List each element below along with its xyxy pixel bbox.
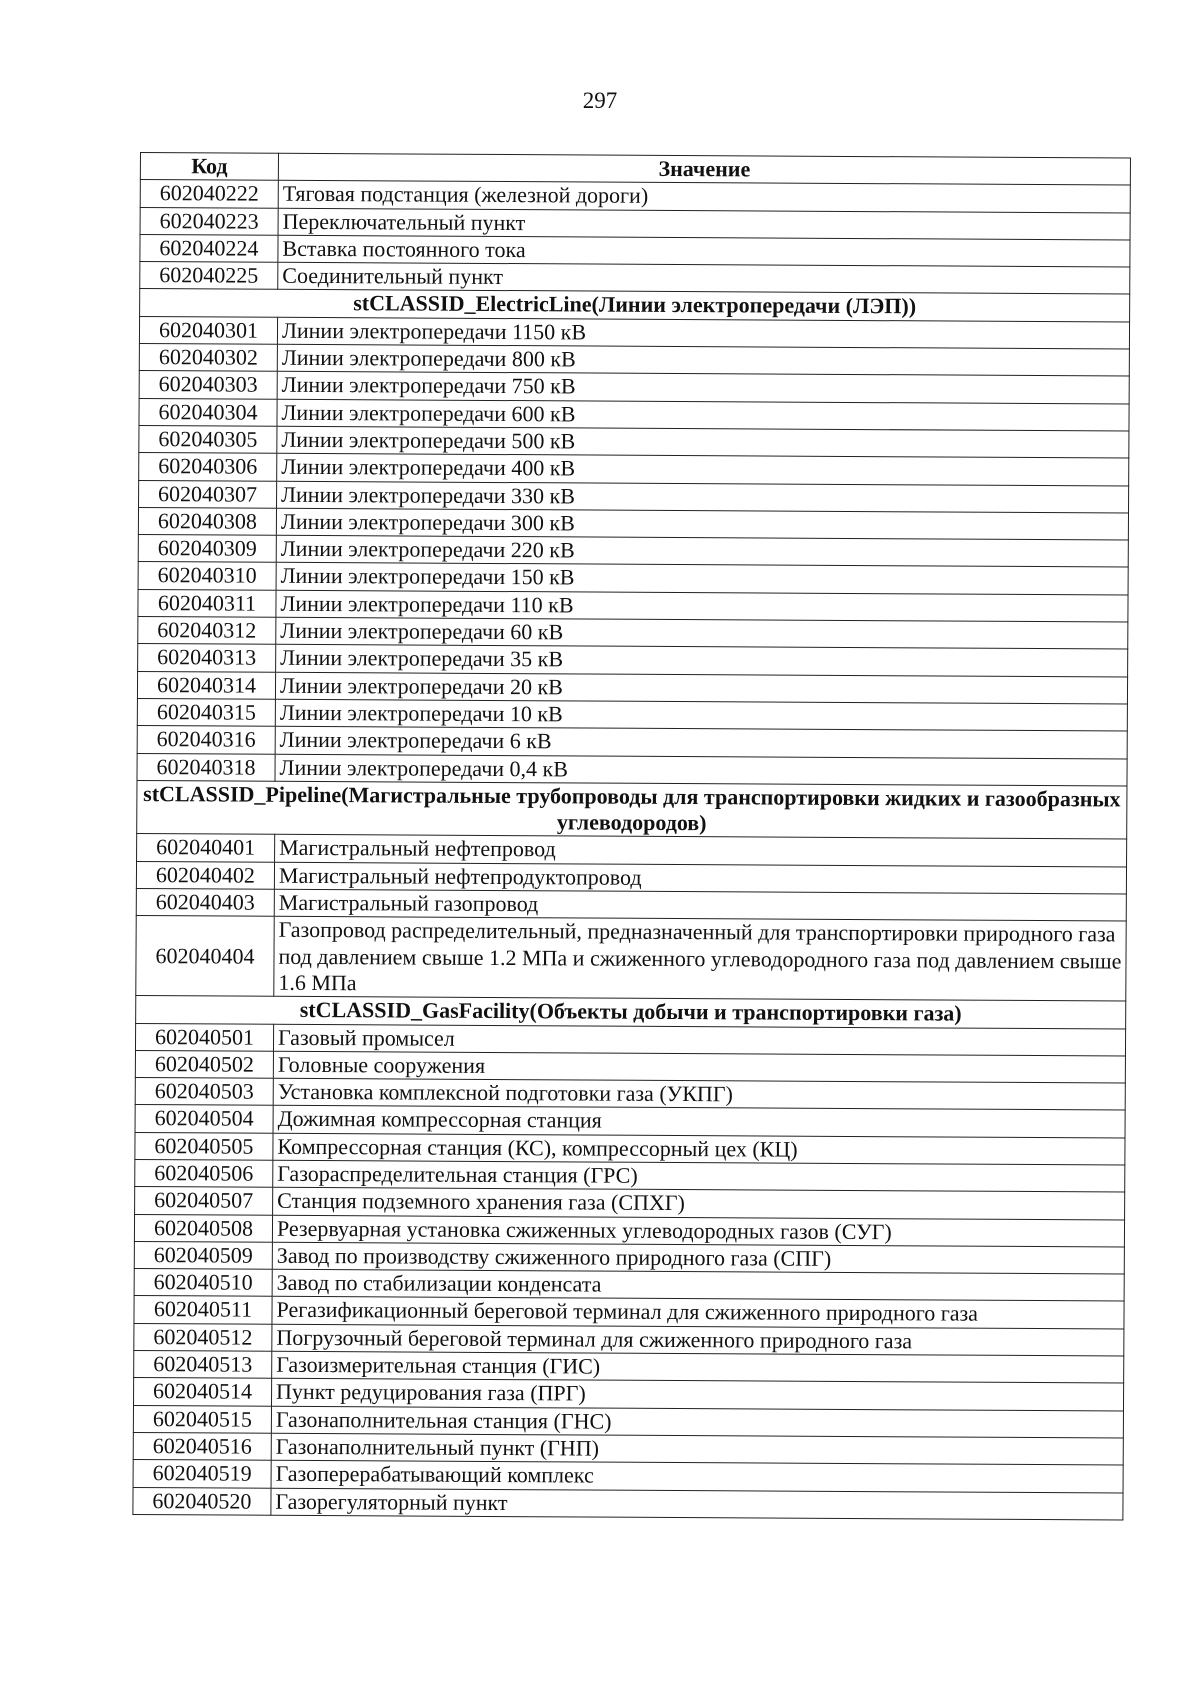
section-title: stCLASSID_ElectricLine(Линии электропередачи (ЛЭП)) — [140, 289, 1130, 322]
code-cell: 602040514 — [134, 1378, 272, 1406]
value-cell: Газорегуляторный пункт — [271, 1488, 1123, 1520]
code-cell: 602040511 — [134, 1296, 272, 1324]
code-cell: 602040302 — [139, 344, 277, 372]
value-cell: Магистральный газопровод — [274, 889, 1126, 921]
value-cell: Магистральный нефтепродуктопровод — [274, 862, 1126, 894]
code-cell: 602040304 — [139, 398, 277, 426]
value-cell: Пункт редуцирования газа (ПРГ) — [271, 1379, 1123, 1411]
code-cell: 602040504 — [135, 1105, 273, 1133]
value-cell: Магистральный нефтепровод — [275, 835, 1127, 867]
code-cell: 602040513 — [134, 1351, 272, 1379]
code-cell: 602040310 — [138, 562, 276, 590]
code-cell: 602040505 — [135, 1132, 273, 1160]
value-cell: Резервуарная установка сжиженных углеводородных газов (СУГ) — [272, 1215, 1124, 1247]
value-cell: Линии электропередачи 1150 кВ — [277, 317, 1129, 349]
value-cell: Линии электропередачи 500 кВ — [277, 426, 1129, 458]
code-cell: 602040516 — [133, 1432, 271, 1460]
classifier-table — [132, 152, 1131, 1520]
code-cell: 602040223 — [140, 207, 278, 235]
value-cell: Станция подземного хранения газа (СПХГ) — [273, 1188, 1125, 1220]
section-header-row — [137, 780, 1127, 839]
code-cell: 602040519 — [133, 1460, 271, 1488]
value-cell: Погрузочный береговой терминал для сжиженного природного газа — [272, 1324, 1124, 1356]
value-cell: Газопровод распределительный, предназначенный для транспортировки природного газа под давлением свыше 1.2 МПа и сжиженного углеводородного газа под давлением свыше 1.6 МПа — [274, 917, 1126, 1002]
code-cell: 602040401 — [137, 834, 275, 862]
value-cell: Линии электропередачи 20 кВ — [275, 672, 1127, 704]
value-cell: Газонаполнительная станция (ГНС) — [271, 1406, 1123, 1438]
value-cell: Завод по производству сжиженного природного газа (СПГ) — [272, 1242, 1124, 1274]
value-cell: Линии электропередачи 0,4 кВ — [275, 754, 1127, 786]
value-cell: Газоизмерительная станция (ГИС) — [272, 1351, 1124, 1383]
code-cell: 602040313 — [138, 644, 276, 672]
code-cell: 602040506 — [135, 1159, 273, 1187]
code-cell: 602040512 — [134, 1323, 272, 1351]
section-title: stCLASSID_GasFacility(Объекты добычи и транспортировки газа) — [136, 996, 1126, 1029]
code-cell: 602040314 — [137, 671, 275, 699]
code-column-header: Код — [140, 153, 278, 181]
code-cell: 602040318 — [137, 753, 275, 781]
value-cell: Регазификационный береговой терминал для сжиженного природного газа — [272, 1297, 1124, 1329]
table-body — [133, 180, 1130, 1520]
value-cell: Головные сооружения — [273, 1051, 1125, 1083]
code-cell: 602040303 — [139, 371, 277, 399]
code-cell: 602040501 — [135, 1023, 273, 1051]
code-cell: 602040316 — [137, 726, 275, 754]
code-cell: 602040222 — [140, 180, 278, 208]
code-cell: 602040308 — [138, 507, 276, 535]
value-cell: Линии электропередачи 330 кВ — [277, 481, 1129, 513]
value-cell: Соединительный пункт — [278, 262, 1130, 294]
value-cell: Установка комплексной подготовки газа (УКПГ) — [273, 1078, 1125, 1110]
value-cell: Линии электропередачи 800 кВ — [277, 344, 1129, 376]
code-cell: 602040503 — [135, 1078, 273, 1106]
table-row — [136, 916, 1126, 1001]
value-column-header: Значение — [278, 153, 1130, 185]
code-cell: 602040507 — [135, 1187, 273, 1215]
value-cell: Компрессорная станция (КС), компрессорный цех (КЦ) — [273, 1133, 1125, 1165]
value-cell: Тяговая подстанция (железной дороги) — [278, 181, 1130, 213]
value-cell: Газоперерабатывающий комплекс — [271, 1461, 1123, 1493]
page-number: 297 — [582, 88, 618, 113]
code-cell: 602040509 — [134, 1241, 272, 1269]
code-cell: 602040306 — [139, 453, 277, 481]
value-cell: Линии электропередачи 6 кВ — [275, 726, 1127, 758]
value-cell: Линии электропередачи 110 кВ — [276, 590, 1128, 622]
code-cell: 602040515 — [133, 1405, 271, 1433]
code-cell: 602040508 — [134, 1214, 272, 1242]
value-cell: Линии электропередачи 10 кВ — [275, 699, 1127, 731]
code-cell: 602040305 — [139, 425, 277, 453]
value-cell: Линии электропередачи 600 кВ — [277, 399, 1129, 431]
code-cell: 602040307 — [139, 480, 277, 508]
value-cell: Газонаполнительный пункт (ГНП) — [271, 1433, 1123, 1465]
code-cell: 602040520 — [133, 1487, 271, 1515]
code-cell: 602040301 — [139, 316, 277, 344]
value-cell: Дожимная компрессорная станция — [273, 1106, 1125, 1138]
code-cell: 602040402 — [136, 861, 274, 889]
code-cell: 602040315 — [137, 698, 275, 726]
value-cell: Переключательный пункт — [278, 208, 1130, 240]
value-cell: Завод по стабилизации конденсата — [272, 1269, 1124, 1301]
value-cell: Вставка постоянного тока — [278, 235, 1130, 267]
code-cell: 602040312 — [138, 617, 276, 645]
value-cell: Линии электропередачи 150 кВ — [276, 563, 1128, 595]
section-title: stCLASSID_Pipeline(Магистральные трубопроводы для транспортировки жидких и газообразных углеводородов) — [137, 780, 1127, 839]
value-cell: Линии электропередачи 750 кВ — [277, 372, 1129, 404]
table-row — [133, 1487, 1123, 1520]
code-cell: 602040404 — [136, 916, 274, 997]
code-cell: 602040403 — [136, 889, 274, 917]
code-cell: 602040510 — [134, 1269, 272, 1297]
value-cell: Газораспределительная станция (ГРС) — [273, 1160, 1125, 1192]
value-cell: Линии электропередачи 220 кВ — [276, 535, 1128, 567]
value-cell: Линии электропередачи 300 кВ — [276, 508, 1128, 540]
value-cell: Линии электропередачи 35 кВ — [276, 645, 1128, 677]
value-cell: Линии электропередачи 400 кВ — [277, 454, 1129, 486]
value-cell: Линии электропередачи 60 кВ — [276, 617, 1128, 649]
value-cell: Газовый промысел — [273, 1024, 1125, 1056]
code-cell: 602040309 — [138, 535, 276, 563]
code-cell: 602040224 — [140, 234, 278, 262]
code-cell: 602040225 — [140, 262, 278, 290]
code-cell: 602040311 — [138, 589, 276, 617]
code-cell: 602040502 — [135, 1050, 273, 1078]
